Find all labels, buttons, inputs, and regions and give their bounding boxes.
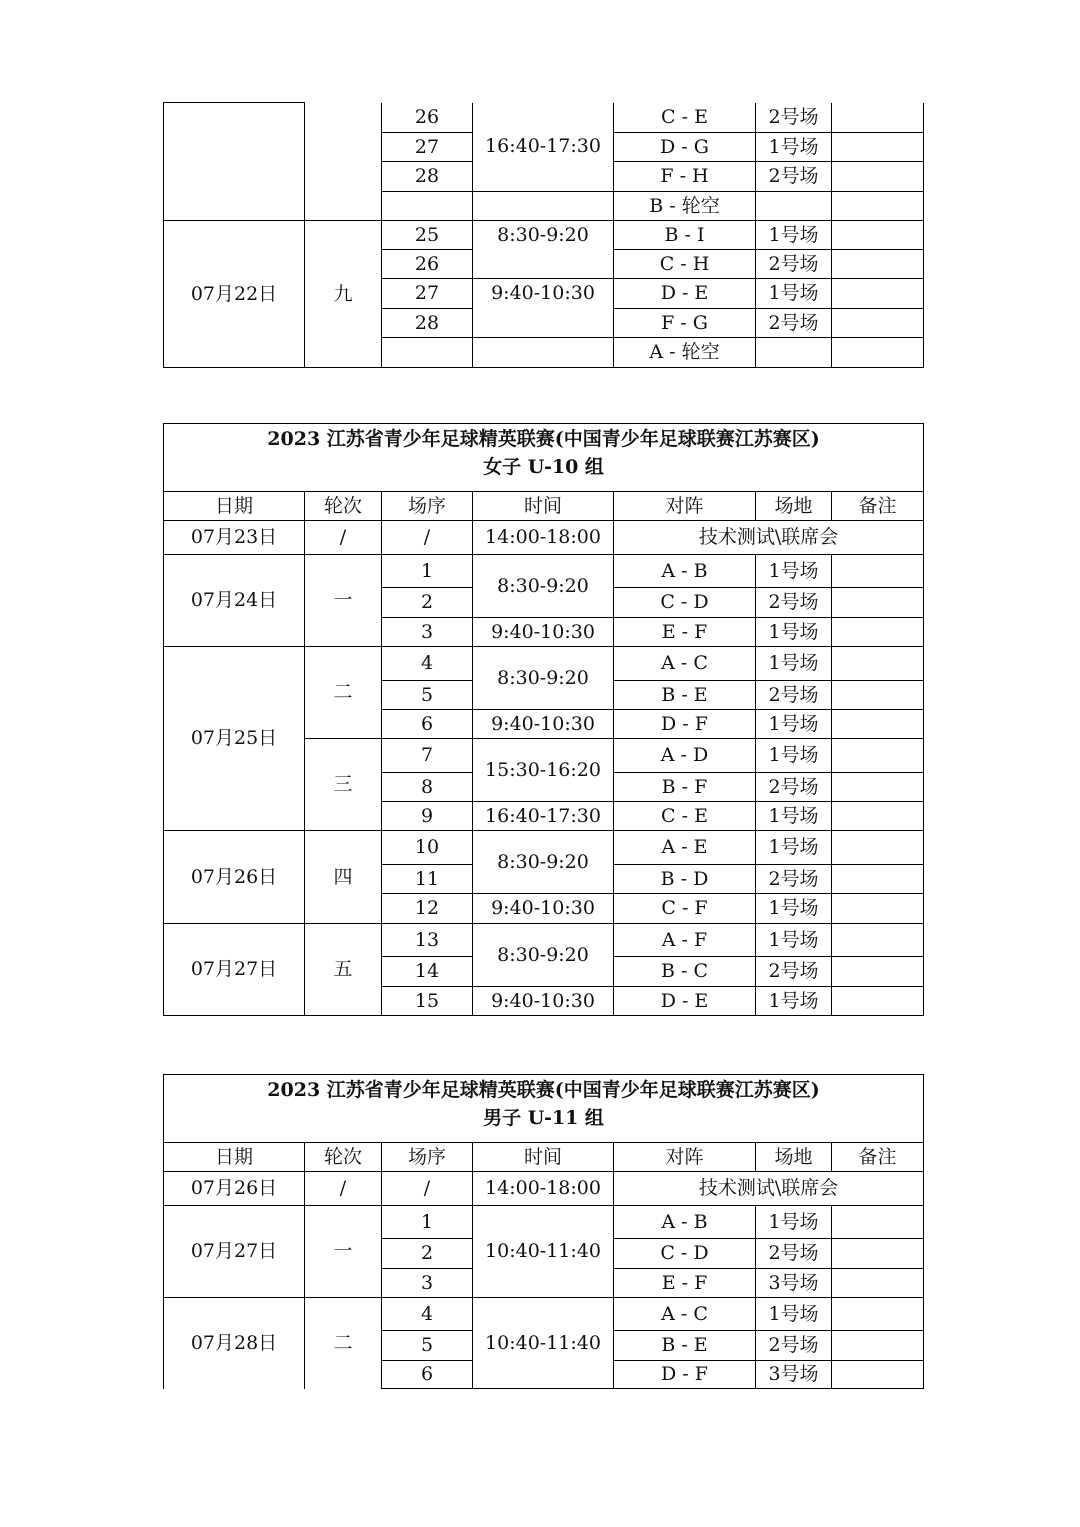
remarks — [832, 987, 924, 1016]
matchup: C - F — [614, 894, 756, 924]
round-cell: 一 — [305, 1206, 382, 1298]
remarks — [832, 773, 924, 802]
time-cell: 9:40-10:30 — [473, 279, 614, 338]
matchup: C - E — [614, 103, 756, 133]
remarks — [832, 279, 924, 309]
match-no: 10 — [382, 831, 473, 865]
header-date: 日期 — [164, 492, 305, 521]
match-no: 5 — [382, 1331, 473, 1361]
header-remarks: 备注 — [832, 492, 924, 521]
remarks — [832, 1239, 924, 1269]
match-no — [382, 338, 473, 368]
header-row — [164, 1143, 924, 1172]
match-no: 9 — [382, 802, 473, 831]
match-no: 7 — [382, 739, 473, 773]
matchup: B - E — [614, 681, 756, 710]
remarks — [832, 309, 924, 338]
match-no: / — [382, 1172, 473, 1206]
schedule-table-boys-u11 — [163, 1074, 924, 1389]
date-cell: 07月27日 — [164, 1206, 305, 1298]
remarks — [832, 924, 924, 957]
match-no: 1 — [382, 1206, 473, 1239]
date-cell: 07月23日 — [164, 521, 305, 555]
header-match-no: 场序 — [382, 1143, 473, 1172]
header-time: 时间 — [473, 492, 614, 521]
venue: 1号场 — [756, 618, 832, 647]
time-cell: 9:40-10:30 — [473, 987, 614, 1016]
matchup: D - G — [614, 133, 756, 162]
header-time: 时间 — [473, 1143, 614, 1172]
matchup: A - C — [614, 1298, 756, 1331]
matchup: C - D — [614, 588, 756, 618]
venue: 1号场 — [756, 555, 832, 588]
matchup: D - E — [614, 279, 756, 309]
matchup: B - 轮空 — [614, 192, 756, 221]
header-remarks: 备注 — [832, 1143, 924, 1172]
venue: 2号场 — [756, 865, 832, 894]
remarks — [832, 710, 924, 739]
date-cell: 07月25日 — [164, 647, 305, 831]
venue: 1号场 — [756, 831, 832, 865]
match-no: 3 — [382, 1269, 473, 1298]
venue: 1号场 — [756, 739, 832, 773]
time-cell: 8:30-9:20 — [473, 647, 614, 710]
remarks — [832, 1269, 924, 1298]
match-no: 2 — [382, 1239, 473, 1269]
venue: 1号场 — [756, 1298, 832, 1331]
venue: 2号场 — [756, 103, 832, 133]
date-cell: 07月28日 — [164, 1298, 305, 1389]
remarks — [832, 1206, 924, 1239]
remarks — [832, 192, 924, 221]
header-row — [164, 492, 924, 521]
venue: 1号场 — [756, 894, 832, 924]
time-cell: 9:40-10:30 — [473, 618, 614, 647]
meeting-note: 技术测试\联席会 — [614, 1172, 924, 1206]
match-no: 6 — [382, 1361, 473, 1389]
table-title — [164, 1075, 924, 1143]
meeting-note: 技术测试\联席会 — [614, 521, 924, 555]
schedule-table-continued — [163, 102, 924, 368]
matchup: B - D — [614, 865, 756, 894]
remarks — [832, 618, 924, 647]
match-no: 26 — [382, 250, 473, 279]
time-cell — [473, 338, 614, 368]
matchup: B - C — [614, 957, 756, 987]
venue: 1号场 — [756, 802, 832, 831]
remarks — [832, 957, 924, 987]
remarks — [832, 831, 924, 865]
remarks — [832, 802, 924, 831]
venue: 3号场 — [756, 1269, 832, 1298]
venue: 2号场 — [756, 250, 832, 279]
remarks — [832, 1298, 924, 1331]
match-no: 2 — [382, 588, 473, 618]
time-cell: 8:30-9:20 — [473, 555, 614, 618]
time-cell — [473, 192, 614, 221]
remarks — [832, 162, 924, 192]
header-matchup: 对阵 — [614, 1143, 756, 1172]
venue: 2号场 — [756, 588, 832, 618]
matchup: E - F — [614, 618, 756, 647]
matchup: C - E — [614, 802, 756, 831]
matchup: A - D — [614, 739, 756, 773]
round-cell: 一 — [305, 555, 382, 647]
remarks — [832, 555, 924, 588]
match-no: 13 — [382, 924, 473, 957]
remarks — [832, 894, 924, 924]
matchup: A - C — [614, 647, 756, 681]
round-cell: / — [305, 521, 382, 555]
round-cell: 二 — [305, 647, 382, 739]
time-cell: 9:40-10:30 — [473, 894, 614, 924]
venue: 2号场 — [756, 309, 832, 338]
matchup: A - 轮空 — [614, 338, 756, 368]
match-no: 6 — [382, 710, 473, 739]
time-cell: 10:40-11:40 — [473, 1206, 614, 1298]
round-cell: 四 — [305, 831, 382, 924]
time-cell: 16:40-17:30 — [473, 103, 614, 192]
match-no: 4 — [382, 1298, 473, 1331]
match-no: 1 — [382, 555, 473, 588]
round-cell — [305, 103, 382, 221]
matchup: F - H — [614, 162, 756, 192]
venue: 1号场 — [756, 710, 832, 739]
round-cell: 九 — [305, 221, 382, 368]
header-match-no: 场序 — [382, 492, 473, 521]
round-cell: 五 — [305, 924, 382, 1016]
venue: 2号场 — [756, 1331, 832, 1361]
title-line-1: 2023 江苏省青少年足球精英联赛(中国青少年足球联赛江苏赛区) — [267, 427, 820, 450]
title-line-2: 男子 U-11 组 — [483, 1106, 604, 1129]
matchup: C - D — [614, 1239, 756, 1269]
match-no: 12 — [382, 894, 473, 924]
time-cell: 16:40-17:30 — [473, 802, 614, 831]
remarks — [832, 739, 924, 773]
time-cell: 8:30-9:20 — [473, 924, 614, 987]
table-title — [164, 424, 924, 492]
remarks — [832, 681, 924, 710]
venue: 2号场 — [756, 1239, 832, 1269]
date-cell: 07月22日 — [164, 221, 305, 368]
title-line-2: 女子 U-10 组 — [483, 455, 604, 478]
venue: 1号场 — [756, 924, 832, 957]
time-cell: 8:30-9:20 — [473, 831, 614, 894]
time-cell: 14:00-18:00 — [473, 521, 614, 555]
header-venue: 场地 — [756, 492, 832, 521]
matchup: E - F — [614, 1269, 756, 1298]
match-no: 8 — [382, 773, 473, 802]
remarks — [832, 647, 924, 681]
remarks — [832, 103, 924, 133]
matchup: B - I — [614, 221, 756, 250]
header-round: 轮次 — [305, 492, 382, 521]
matchup: A - B — [614, 555, 756, 588]
matchup: D - F — [614, 1361, 756, 1389]
venue: 1号场 — [756, 647, 832, 681]
matchup: D - F — [614, 710, 756, 739]
match-no: 25 — [382, 221, 473, 250]
date-cell — [164, 103, 305, 221]
remarks — [832, 588, 924, 618]
header-venue: 场地 — [756, 1143, 832, 1172]
venue — [756, 338, 832, 368]
venue: 1号场 — [756, 279, 832, 309]
match-no: 28 — [382, 162, 473, 192]
match-no — [382, 192, 473, 221]
venue: 2号场 — [756, 773, 832, 802]
remarks — [832, 221, 924, 250]
match-no: / — [382, 521, 473, 555]
matchup: A - B — [614, 1206, 756, 1239]
match-no: 4 — [382, 647, 473, 681]
round-cell: / — [305, 1172, 382, 1206]
venue: 1号场 — [756, 133, 832, 162]
venue: 2号场 — [756, 162, 832, 192]
remarks — [832, 1331, 924, 1361]
match-no: 14 — [382, 957, 473, 987]
matchup: B - E — [614, 1331, 756, 1361]
remarks — [832, 133, 924, 162]
round-cell: 二 — [305, 1298, 382, 1389]
match-no: 27 — [382, 133, 473, 162]
remarks — [832, 250, 924, 279]
match-no: 15 — [382, 987, 473, 1016]
date-cell: 07月27日 — [164, 924, 305, 1016]
match-no: 11 — [382, 865, 473, 894]
match-no: 27 — [382, 279, 473, 309]
date-cell: 07月24日 — [164, 555, 305, 647]
matchup: D - E — [614, 987, 756, 1016]
header-round: 轮次 — [305, 1143, 382, 1172]
match-no: 26 — [382, 103, 473, 133]
venue: 3号场 — [756, 1361, 832, 1389]
remarks — [832, 338, 924, 368]
time-cell: 9:40-10:30 — [473, 710, 614, 739]
matchup: A - F — [614, 924, 756, 957]
time-cell: 8:30-9:20 — [473, 221, 614, 279]
schedule-table-girls-u10 — [163, 423, 924, 1016]
title-line-1: 2023 江苏省青少年足球精英联赛(中国青少年足球联赛江苏赛区) — [267, 1078, 820, 1101]
venue: 1号场 — [756, 1206, 832, 1239]
venue: 1号场 — [756, 987, 832, 1016]
matchup: A - E — [614, 831, 756, 865]
time-cell: 10:40-11:40 — [473, 1298, 614, 1389]
venue: 2号场 — [756, 681, 832, 710]
remarks — [832, 865, 924, 894]
matchup: B - F — [614, 773, 756, 802]
header-matchup: 对阵 — [614, 492, 756, 521]
match-no: 3 — [382, 618, 473, 647]
matchup: F - G — [614, 309, 756, 338]
venue: 1号场 — [756, 221, 832, 250]
round-cell: 三 — [305, 739, 382, 831]
time-cell: 14:00-18:00 — [473, 1172, 614, 1206]
venue: 2号场 — [756, 957, 832, 987]
match-no: 28 — [382, 309, 473, 338]
match-no: 5 — [382, 681, 473, 710]
remarks — [832, 1361, 924, 1389]
venue — [756, 192, 832, 221]
date-cell: 07月26日 — [164, 831, 305, 924]
header-date: 日期 — [164, 1143, 305, 1172]
date-cell: 07月26日 — [164, 1172, 305, 1206]
matchup: C - H — [614, 250, 756, 279]
time-cell: 15:30-16:20 — [473, 739, 614, 802]
